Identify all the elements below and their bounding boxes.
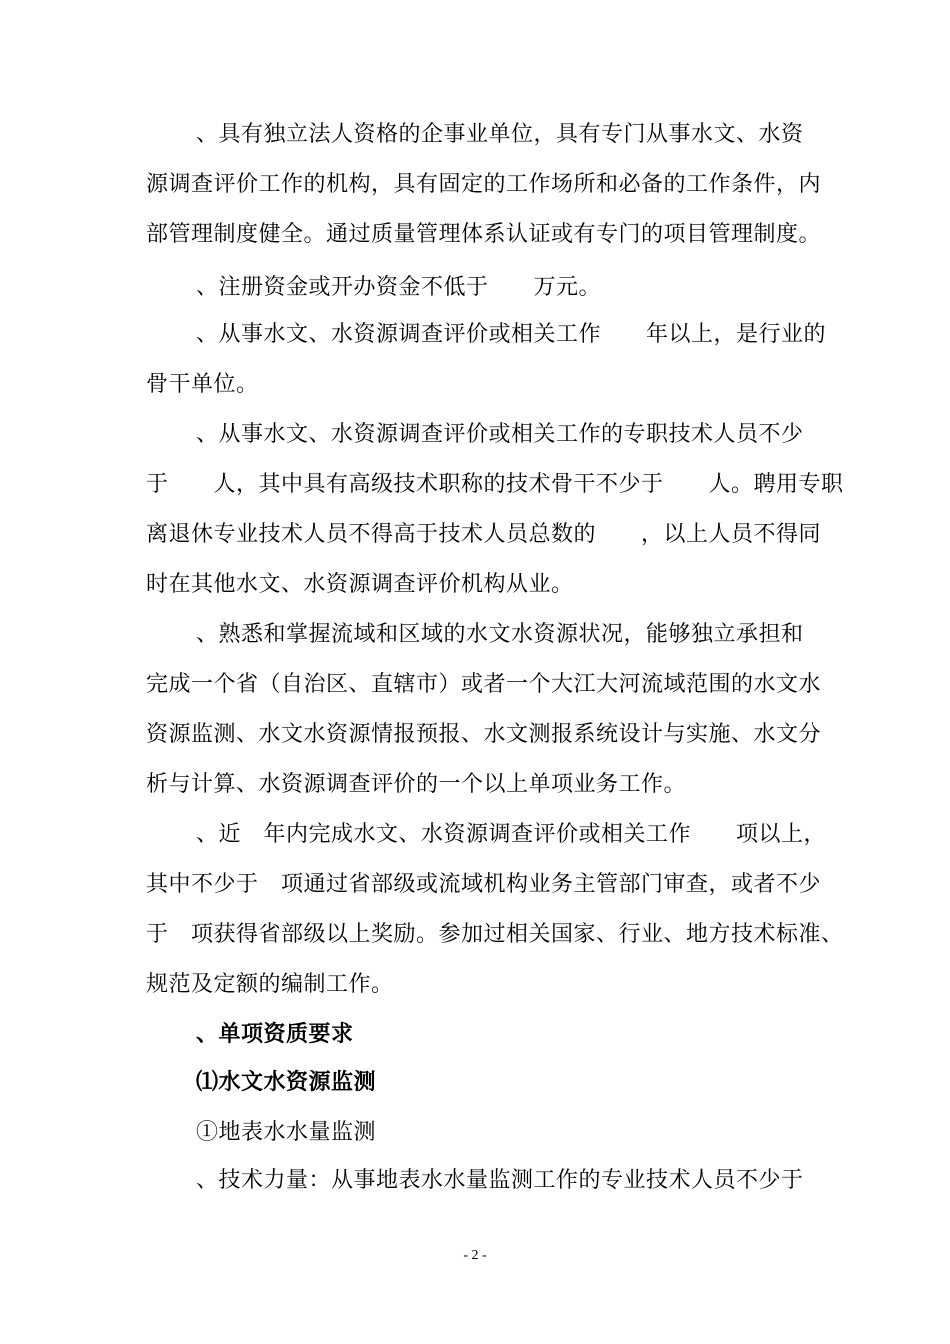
text-line: 离退休专业技术人员不得高于技术人员总数的 ，以上人员不得同 <box>146 522 822 547</box>
text-line: 源调查评价工作的机构，具有固定的工作场所和必备的工作条件，内 <box>146 172 822 197</box>
text-line: 、具有独立法人资格的企事业单位，具有专门从事水文、水资 <box>196 122 804 147</box>
text-line: 、技术力量：从事地表水水量监测工作的专业技术人员不少于 <box>196 1168 804 1193</box>
text-line: 、从事水文、水资源调查评价或相关工作的专职技术人员不少 <box>196 422 804 447</box>
text-line: 于 项获得省部级以上奖励。参加过相关国家、行业、地方技术标准、 <box>146 922 844 947</box>
paragraph <box>146 1058 806 1108</box>
paragraph <box>146 810 844 1010</box>
text-line: 、注册资金或开办资金不低于 万元。 <box>196 275 602 300</box>
text-line: 于 人，其中具有高级技术职称的技术骨干不少于 人。聘用专职 <box>146 472 844 497</box>
text-line: 、从事水文、水资源调查评价或相关工作 年以上，是行业的 <box>196 322 827 347</box>
paragraph <box>146 1010 806 1060</box>
text-line: 部管理制度健全。通过质量管理体系认证或有专门的项目管理制度。 <box>146 222 822 247</box>
text-line: 骨干单位。 <box>146 372 259 397</box>
text-line: 时在其他水文、水资源调查评价机构从业。 <box>146 572 574 597</box>
text-line: 、近 年内完成水文、水资源调查评价或相关工作 项以上， <box>196 822 827 847</box>
paragraph <box>146 263 806 313</box>
paragraph <box>146 610 822 810</box>
paragraph <box>146 1156 806 1206</box>
paragraph <box>146 410 844 610</box>
text-line: 、熟悉和掌握流域和区域的水文水资源状况，能够独立承担和 <box>196 622 804 647</box>
text-line: 、单项资质要求 <box>196 1022 354 1047</box>
paragraph <box>146 110 822 260</box>
text-line: 资源监测、水文水资源情报预报、水文测报系统设计与实施、水文分 <box>146 722 822 747</box>
paragraph <box>146 1108 806 1158</box>
text-line: ⑴水文水资源监测 <box>196 1070 377 1095</box>
text-line: ①地表水水量监测 <box>196 1120 377 1145</box>
paragraph <box>146 310 827 410</box>
text-line: 其中不少于 项通过省部级或流域机构业务主管部门审查，或者不少 <box>146 872 822 897</box>
page-number: - 2 - <box>463 1248 487 1263</box>
text-line: 规范及定额的编制工作。 <box>146 972 394 997</box>
text-line: 完成一个省（自治区、直辖市）或者一个大江大河流域范围的水文水 <box>146 672 822 697</box>
text-line: 析与计算、水资源调查评价的一个以上单项业务工作。 <box>146 772 687 797</box>
